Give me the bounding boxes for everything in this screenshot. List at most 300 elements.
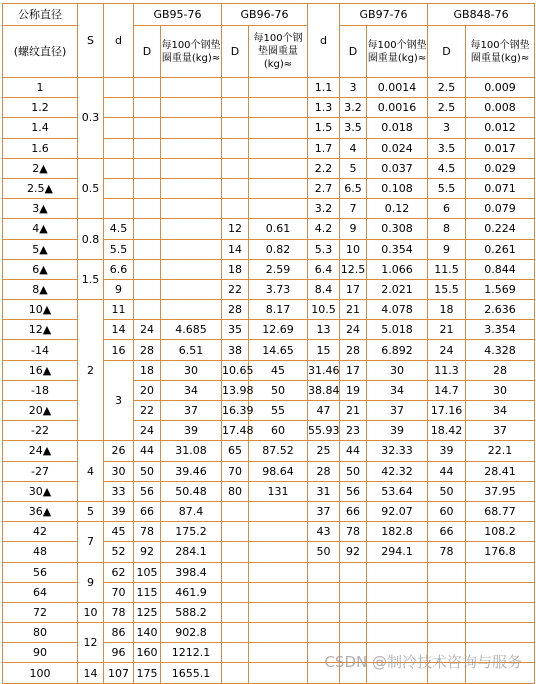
cell-d2: 23 <box>340 421 367 441</box>
table-row <box>3 501 535 521</box>
cell-D97: 56 <box>340 481 367 501</box>
header-nominal-diameter: 公称直径 <box>3 4 78 26</box>
cell-d1: 16 <box>104 340 134 360</box>
cell-D95: 37 <box>161 401 222 421</box>
table-row <box>3 522 535 542</box>
cell-w96: 31.46 <box>308 360 340 380</box>
cell-D848: 5.5 <box>428 178 466 198</box>
cell-nominal: 12▲ <box>3 320 78 340</box>
cell-w97: 32.33 <box>367 441 428 461</box>
cell-D95: 39 <box>161 421 222 441</box>
cell-w96 <box>249 199 308 219</box>
cell-w97: 42.32 <box>367 461 428 481</box>
cell-w96: 3.73 <box>249 279 308 299</box>
cell-s: 12 <box>78 623 104 663</box>
cell-d2: 1.1 <box>308 78 340 98</box>
cell-nominal: 10▲ <box>3 300 78 320</box>
header-s: S <box>78 4 104 78</box>
cell-D96: 80 <box>222 481 249 501</box>
cell-w97: 6.892 <box>367 340 428 360</box>
table-row <box>3 158 535 178</box>
cell-d1 <box>104 138 134 158</box>
cell-nominal: -27 <box>3 461 78 481</box>
cell-D96: 38 <box>222 340 249 360</box>
cell-w95 <box>161 239 222 259</box>
table-row <box>3 219 535 239</box>
cell-D96: 18 <box>222 259 249 279</box>
cell-w848: 108.2 <box>466 522 535 542</box>
cell-D848: 44 <box>428 461 466 481</box>
cell-w95: 13.98 <box>222 380 249 400</box>
cell-w96 <box>249 178 308 198</box>
cell-D96: 35 <box>222 320 249 340</box>
cell-w96: 2.59 <box>249 259 308 279</box>
cell-nominal: 42 <box>3 522 78 542</box>
header-gb95: GB95-76 <box>134 4 222 26</box>
cell-w97: 0.037 <box>367 158 428 178</box>
cell-s: 2 <box>78 300 104 441</box>
cell-d2: 1.5 <box>308 118 340 138</box>
cell-D95 <box>134 239 161 259</box>
cell-D96 <box>222 602 249 622</box>
cell-D97: 10 <box>340 239 367 259</box>
cell-w97: 2.021 <box>367 279 428 299</box>
cell-w97 <box>367 582 428 602</box>
cell-w96 <box>249 663 308 683</box>
cell-nominal: 20▲ <box>3 401 78 421</box>
cell-D96 <box>222 98 249 118</box>
cell-D848 <box>428 582 466 602</box>
cell-w848: 4.328 <box>466 340 535 360</box>
cell-D96 <box>222 562 249 582</box>
cell-w96: 55.93 <box>308 421 340 441</box>
cell-D97: 34 <box>367 380 428 400</box>
cell-D97: 24 <box>340 320 367 340</box>
cell-nominal: 1 <box>3 78 78 98</box>
cell-D95: 56 <box>134 481 161 501</box>
cell-D97: 3 <box>340 78 367 98</box>
cell-w848: 0.079 <box>466 199 535 219</box>
cell-nominal: 1.2 <box>3 98 78 118</box>
cell-d1: 20 <box>134 380 161 400</box>
cell-D97: 5 <box>340 158 367 178</box>
cell-w96 <box>249 158 308 178</box>
cell-d1: 33 <box>104 481 134 501</box>
cell-D97: 12.5 <box>340 259 367 279</box>
table-row <box>3 78 535 98</box>
cell-s: 14 <box>78 663 104 683</box>
cell-nominal: 36▲ <box>3 501 78 521</box>
cell-D97: 3.5 <box>340 118 367 138</box>
cell-w97: 53.64 <box>367 481 428 501</box>
cell-d1 <box>104 78 134 98</box>
cell-nominal: -22 <box>3 421 78 441</box>
cell-nominal: 80 <box>3 623 78 643</box>
cell-D848: 9 <box>428 239 466 259</box>
cell-D96: 45 <box>249 360 308 380</box>
cell-D848: 21 <box>428 320 466 340</box>
cell-w848: 0.844 <box>466 259 535 279</box>
cell-w95: 398.4 <box>161 562 222 582</box>
cell-w97: 182.8 <box>367 522 428 542</box>
cell-s: 4 <box>78 441 104 502</box>
cell-w848: 22.1 <box>466 441 535 461</box>
cell-D96 <box>222 178 249 198</box>
cell-d1: 107 <box>104 663 134 683</box>
cell-nominal: 5▲ <box>3 239 78 259</box>
cell-w848: 176.8 <box>466 542 535 562</box>
cell-nominal: 16▲ <box>3 360 78 380</box>
cell-D96 <box>222 542 249 562</box>
table-row <box>3 602 535 622</box>
header-gb848: GB848-76 <box>428 4 535 26</box>
cell-D848: 24 <box>428 340 466 360</box>
cell-w96: 0.61 <box>249 219 308 239</box>
header-gb95-D: D <box>134 26 161 78</box>
header-gb97: GB97-76 <box>340 4 428 26</box>
cell-w95 <box>161 279 222 299</box>
table-row <box>3 562 535 582</box>
cell-d1: 52 <box>104 542 134 562</box>
cell-D848: 3.5 <box>428 138 466 158</box>
cell-D95: 28 <box>134 340 161 360</box>
cell-w95 <box>161 98 222 118</box>
cell-D95 <box>134 178 161 198</box>
cell-D96 <box>222 623 249 643</box>
cell-D96: 50 <box>249 380 308 400</box>
cell-D96 <box>222 663 249 683</box>
cell-w97: 14.7 <box>428 380 466 400</box>
cell-nominal: 1.4 <box>3 118 78 138</box>
cell-d2: 19 <box>340 380 367 400</box>
cell-w97: 294.1 <box>367 542 428 562</box>
cell-w848 <box>466 582 535 602</box>
cell-d1: 24 <box>134 421 161 441</box>
cell-nominal: 72 <box>3 602 78 622</box>
cell-D95: 66 <box>134 501 161 521</box>
cell-D97: 78 <box>340 522 367 542</box>
cell-D848: 8 <box>428 219 466 239</box>
cell-w96: 14.65 <box>249 340 308 360</box>
watermark: CSDN @制冷技术咨询与服务 <box>324 653 522 671</box>
cell-D97: 50 <box>340 461 367 481</box>
header-gb96-weight: 每100个钢垫圈重量(kg)≈ <box>249 26 308 78</box>
cell-d1: 14 <box>104 320 134 340</box>
cell-D96: 60 <box>249 421 308 441</box>
cell-d2: 3.2 <box>308 199 340 219</box>
cell-D96 <box>222 138 249 158</box>
cell-w848 <box>466 562 535 582</box>
header-gb848-weight: 每100个钢垫圈重量(kg)≈ <box>466 26 535 78</box>
cell-w97: 92.07 <box>367 501 428 521</box>
table-row <box>3 300 535 320</box>
cell-w95: 39.46 <box>161 461 222 481</box>
cell-w95 <box>161 78 222 98</box>
washer-spec-table <box>2 3 535 684</box>
cell-nominal: 2▲ <box>3 158 78 178</box>
cell-D95: 175 <box>134 663 161 683</box>
cell-D848: 2.5 <box>428 78 466 98</box>
cell-w95: 1655.1 <box>161 663 222 683</box>
cell-w95: 902.8 <box>161 623 222 643</box>
cell-nominal: 2.5▲ <box>3 178 78 198</box>
cell-w96: 131 <box>249 481 308 501</box>
cell-D96 <box>222 118 249 138</box>
cell-w95: 10.65 <box>222 360 249 380</box>
cell-D96: 14 <box>222 239 249 259</box>
cell-w96 <box>249 98 308 118</box>
cell-d2: 8.4 <box>308 279 340 299</box>
cell-w95: 17.48 <box>222 421 249 441</box>
cell-w96: 12.69 <box>249 320 308 340</box>
cell-D95 <box>134 158 161 178</box>
cell-D848: 6 <box>428 199 466 219</box>
cell-d1: 4.5 <box>104 219 134 239</box>
cell-w97 <box>367 623 428 643</box>
cell-D95: 50 <box>134 461 161 481</box>
cell-d2: 43 <box>308 522 340 542</box>
cell-D96: 70 <box>222 461 249 481</box>
cell-w97: 0.308 <box>367 219 428 239</box>
cell-w96: 0.82 <box>249 239 308 259</box>
cell-D95: 78 <box>134 522 161 542</box>
cell-d1: 39 <box>104 501 134 521</box>
cell-w848: 2.636 <box>466 300 535 320</box>
cell-d2: 25 <box>308 441 340 461</box>
cell-w848: 0.008 <box>466 98 535 118</box>
cell-d2 <box>308 602 340 622</box>
cell-nominal: 90 <box>3 643 78 663</box>
cell-D96: 55 <box>249 401 308 421</box>
cell-nominal: 8▲ <box>3 279 78 299</box>
cell-D95: 24 <box>134 320 161 340</box>
cell-w95: 588.2 <box>161 602 222 622</box>
cell-w96 <box>249 542 308 562</box>
cell-w95 <box>161 219 222 239</box>
cell-d2: 21 <box>340 401 367 421</box>
cell-D96: 22 <box>222 279 249 299</box>
cell-D848 <box>428 562 466 582</box>
cell-d1 <box>104 178 134 198</box>
cell-s: 0.3 <box>78 78 104 159</box>
cell-D95 <box>134 118 161 138</box>
cell-D97: 92 <box>340 542 367 562</box>
cell-w97: 11.3 <box>428 360 466 380</box>
cell-s: 0.5 <box>78 158 104 219</box>
cell-w848: 1.569 <box>466 279 535 299</box>
cell-D95: 140 <box>134 623 161 643</box>
cell-w95: 1212.1 <box>161 643 222 663</box>
cell-nominal: 100 <box>3 663 78 683</box>
cell-w848: 37.95 <box>466 481 535 501</box>
cell-D848: 15.5 <box>428 279 466 299</box>
cell-D97 <box>340 623 367 643</box>
cell-d2: 2.7 <box>308 178 340 198</box>
cell-nominal: 48 <box>3 542 78 562</box>
cell-d1 <box>104 98 134 118</box>
cell-D97: 21 <box>340 300 367 320</box>
cell-nominal: 24▲ <box>3 441 78 461</box>
cell-D97: 9 <box>340 219 367 239</box>
cell-nominal: 56 <box>3 562 78 582</box>
cell-nominal: 4▲ <box>3 219 78 239</box>
cell-D848: 11.5 <box>428 259 466 279</box>
cell-D95 <box>134 300 161 320</box>
cell-D848: 2.5 <box>428 98 466 118</box>
cell-w848: 0.012 <box>466 118 535 138</box>
cell-w95: 4.685 <box>161 320 222 340</box>
cell-D97: 66 <box>340 501 367 521</box>
cell-d1 <box>104 118 134 138</box>
cell-w95 <box>161 138 222 158</box>
cell-w848 <box>466 623 535 643</box>
cell-D848: 18 <box>428 300 466 320</box>
header-gb95-weight: 每100个钢垫圈重量(kg)≈ <box>161 26 222 78</box>
cell-s: 0.8 <box>78 219 104 259</box>
header-gb848-D: D <box>428 26 466 78</box>
cell-D848: 3 <box>428 118 466 138</box>
cell-d1: 30 <box>104 461 134 481</box>
cell-w96: 87.52 <box>249 441 308 461</box>
cell-w96 <box>249 562 308 582</box>
cell-d1: 6.6 <box>104 259 134 279</box>
cell-D848: 78 <box>428 542 466 562</box>
cell-D97: 28 <box>340 340 367 360</box>
header-d: d <box>104 4 134 78</box>
table-row <box>3 259 535 279</box>
cell-D95: 92 <box>134 542 161 562</box>
cell-D96 <box>222 78 249 98</box>
cell-w97: 0.12 <box>367 199 428 219</box>
cell-D95 <box>134 98 161 118</box>
cell-w96: 98.64 <box>249 461 308 481</box>
cell-D97: 3.2 <box>340 98 367 118</box>
cell-D848: 28 <box>466 360 535 380</box>
cell-d2 <box>308 623 340 643</box>
cell-D95: 160 <box>134 643 161 663</box>
cell-d1: 22 <box>134 401 161 421</box>
cell-w95 <box>161 158 222 178</box>
cell-d2 <box>308 582 340 602</box>
cell-D97 <box>340 602 367 622</box>
cell-d1: 26 <box>104 441 134 461</box>
cell-w97 <box>367 602 428 622</box>
cell-D97: 6.5 <box>340 178 367 198</box>
cell-d1: 5.5 <box>104 239 134 259</box>
cell-D96: 65 <box>222 441 249 461</box>
cell-w848: 0.071 <box>466 178 535 198</box>
cell-nominal: 3▲ <box>3 199 78 219</box>
cell-s: 1.5 <box>78 259 104 299</box>
cell-w96 <box>249 501 308 521</box>
cell-w97: 0.0014 <box>367 78 428 98</box>
cell-d1: 86 <box>104 623 134 643</box>
cell-D848: 60 <box>428 501 466 521</box>
cell-D97: 17 <box>340 279 367 299</box>
cell-w95 <box>161 259 222 279</box>
cell-w848: 0.029 <box>466 158 535 178</box>
cell-D95: 34 <box>161 380 222 400</box>
cell-d2 <box>308 562 340 582</box>
cell-nominal: -14 <box>3 340 78 360</box>
cell-w848: 3.354 <box>466 320 535 340</box>
cell-w848: 0.224 <box>466 219 535 239</box>
cell-w97: 4.078 <box>367 300 428 320</box>
cell-w96 <box>249 522 308 542</box>
cell-D96 <box>222 582 249 602</box>
cell-w95: 87.4 <box>161 501 222 521</box>
cell-D96: 28 <box>222 300 249 320</box>
cell-w848: 0.009 <box>466 78 535 98</box>
cell-nominal: 1.6 <box>3 138 78 158</box>
cell-d1: 70 <box>104 582 134 602</box>
cell-w848: 68.77 <box>466 501 535 521</box>
cell-w96 <box>249 118 308 138</box>
cell-D97 <box>340 562 367 582</box>
cell-d2: 5.3 <box>308 239 340 259</box>
header-thread-diameter: (螺纹直径) <box>3 26 78 78</box>
cell-w96: 47 <box>308 401 340 421</box>
cell-w848 <box>466 602 535 622</box>
cell-D95: 115 <box>134 582 161 602</box>
cell-w96 <box>249 623 308 643</box>
table-row <box>3 441 535 461</box>
cell-D95: 105 <box>134 562 161 582</box>
cell-w97: 0.108 <box>367 178 428 198</box>
cell-d2: 28 <box>308 461 340 481</box>
cell-w96 <box>249 582 308 602</box>
cell-w95: 461.9 <box>161 582 222 602</box>
cell-D848: 66 <box>428 522 466 542</box>
cell-d1: 11 <box>104 300 134 320</box>
cell-w97: 0.354 <box>367 239 428 259</box>
cell-D95: 44 <box>134 441 161 461</box>
cell-D97: 44 <box>340 441 367 461</box>
cell-D95 <box>134 138 161 158</box>
cell-w96: 8.17 <box>249 300 308 320</box>
cell-d1: 78 <box>104 602 134 622</box>
cell-D95: 30 <box>161 360 222 380</box>
cell-d2: 13 <box>308 320 340 340</box>
cell-D97: 30 <box>367 360 428 380</box>
cell-w95 <box>161 178 222 198</box>
cell-D95 <box>134 219 161 239</box>
header-gb97-D: D <box>340 26 367 78</box>
cell-d1 <box>104 158 134 178</box>
cell-D848 <box>428 623 466 643</box>
cell-D848: 34 <box>466 401 535 421</box>
cell-D96: 12 <box>222 219 249 239</box>
table-row <box>3 623 535 643</box>
cell-w97: 1.066 <box>367 259 428 279</box>
cell-w96 <box>249 78 308 98</box>
cell-w95: 31.08 <box>161 441 222 461</box>
cell-d2: 10.5 <box>308 300 340 320</box>
cell-w96 <box>249 138 308 158</box>
cell-D95 <box>134 259 161 279</box>
cell-d2: 17 <box>340 360 367 380</box>
header-gb96-D: D <box>222 26 249 78</box>
cell-D848: 4.5 <box>428 158 466 178</box>
cell-w97: 0.0016 <box>367 98 428 118</box>
cell-d1: 18 <box>134 360 161 380</box>
cell-d1 <box>104 199 134 219</box>
header-gb96: GB96-76 <box>222 4 308 26</box>
cell-w848: 28.41 <box>466 461 535 481</box>
cell-w95: 6.51 <box>161 340 222 360</box>
cell-s: 10 <box>78 602 104 622</box>
cell-d2: 15 <box>308 340 340 360</box>
